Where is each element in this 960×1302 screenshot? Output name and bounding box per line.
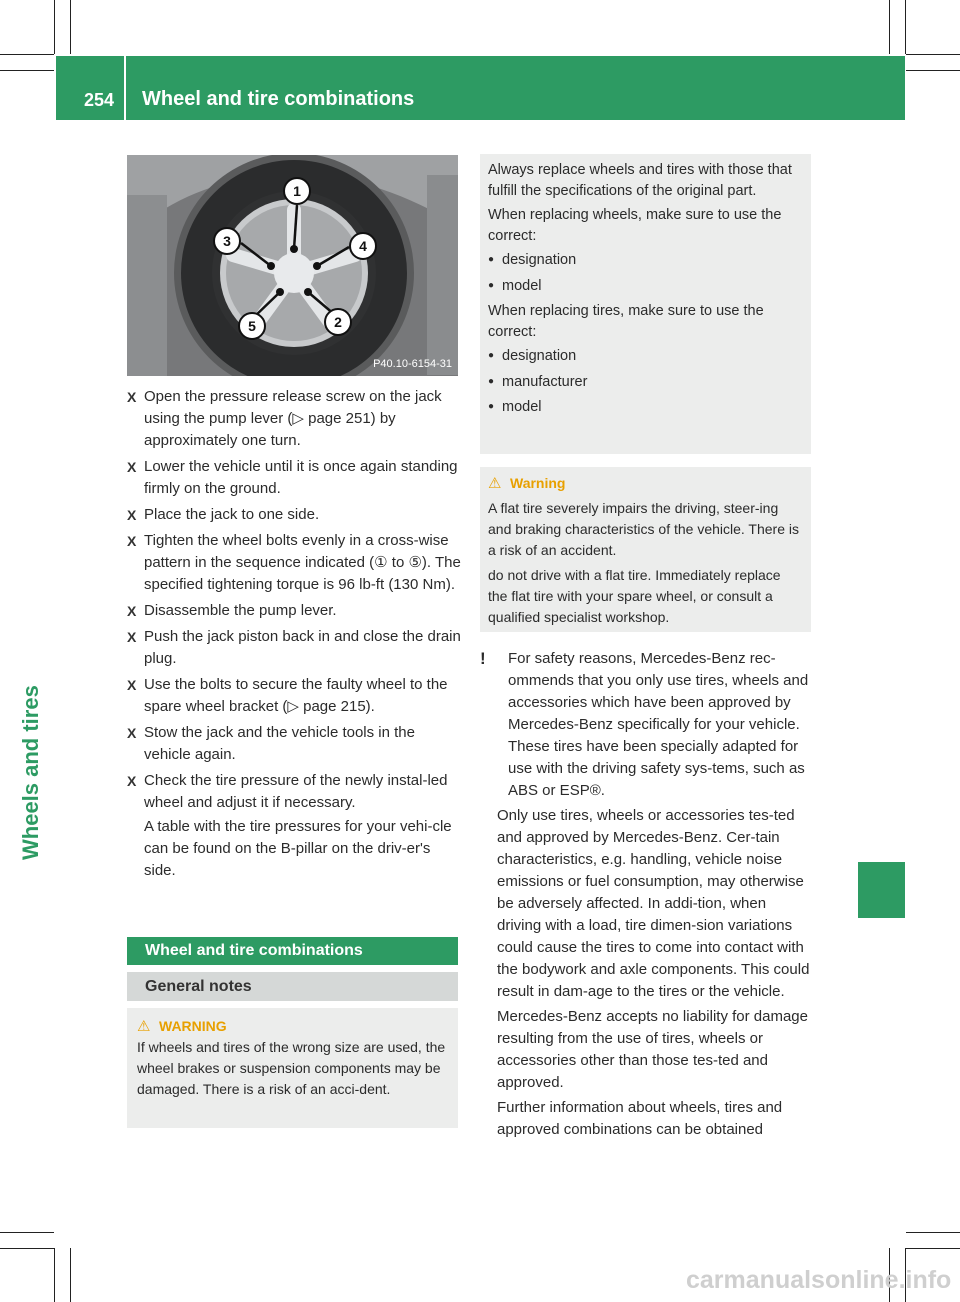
warning-text: A flat tire severely impairs the driving, steer-ing and braking characteristics of the vehicle. There is a risk of an accident. [488, 500, 800, 558]
crop-mark [906, 54, 960, 55]
step-item: X Push the jack piston back in and close the drain plug. [127, 628, 461, 667]
crop-mark [889, 0, 890, 54]
warning-box [127, 1008, 458, 1128]
wheel-illustration [127, 155, 458, 376]
step-item: X Disassemble the pump lever. [127, 600, 462, 622]
list-item: ● model [488, 276, 803, 297]
warning-triangle-icon: ⚠ [488, 475, 502, 492]
watermark: carmanualsonline.info [686, 1266, 952, 1294]
wheel-photo [127, 155, 458, 376]
info-paragraph: When replacing tires, make sure to use the correct: [488, 303, 764, 340]
callout-3: 3 [223, 233, 231, 249]
crop-mark [906, 70, 960, 71]
list-item: ● manufacturer [488, 372, 803, 393]
warning-triangle-icon: ⚠ [137, 1018, 151, 1035]
step-item: X Place the jack to one side. [127, 504, 462, 526]
header-divider [124, 56, 126, 120]
step-item: X Check the tire pressure of the newly instal-led wheel and adjust it if necessary. [127, 772, 448, 811]
notice-paragraph: Only use tires, wheels or accessories tes-ted and approved by Mercedes-Benz. Cer-tain characteristics, e.g. handling, vehicle noise emissions or fuel consumption, may otherwise be adversely affected. In addi-tion, when driving with a load, tire dimen-sion variations could cause the tires to come into contact with the bodywork and axle components. This could result in dam-age to the tires or the vehicle. [497, 807, 810, 1000]
warning-text: If wheels and tires of the wrong size are used, the wheel brakes or suspension components may be damaged. There is a risk of an acci-dent. [137, 1039, 446, 1097]
crop-mark [905, 0, 906, 54]
step-arrow-icon: X [127, 773, 137, 789]
callout-4: 4 [359, 238, 367, 254]
notice-paragraph: Further information about wheels, tires and approved combinations can be obtained [497, 1099, 783, 1138]
crop-mark [70, 0, 71, 54]
crop-mark [70, 1248, 71, 1302]
step-item: X Tighten the wheel bolts evenly in a cross-wise pattern in the sequence indicated (① to ⑤). The specified tightening torque is 96 lb-ft (130 Nm). [127, 532, 461, 593]
warning-title: WARNING [159, 1018, 227, 1034]
info-box [480, 154, 811, 454]
warning-header [488, 473, 803, 494]
list-item: ● model [488, 397, 803, 418]
warning-title: Warning [510, 475, 566, 491]
section-heading: Wheel and tire combinations [127, 937, 458, 965]
side-tab-marker [858, 862, 905, 918]
callout-5: 5 [248, 318, 256, 334]
step-item: X Open the pressure release screw on the jack using the pump lever (▷ page 251) by approximately one turn. [127, 388, 442, 449]
step-arrow-icon: X [127, 725, 137, 741]
notice-paragraph: Mercedes-Benz accepts no liability for damage resulting from the use of tires, wheels or accessories other than those tes-ted and approved. [497, 1008, 808, 1091]
warning-text: do not drive with a flat tire. Immediately replace the flat tire with your spare wheel, or consult a qualified specialist workshop. [488, 567, 781, 625]
step-item: X Stow the jack and the vehicle tools in the vehicle again. [127, 724, 415, 763]
step-arrow-icon: X [127, 629, 137, 645]
crop-mark [0, 70, 54, 71]
notice-exclamation-icon: ! [480, 649, 486, 668]
notice-block [480, 648, 813, 1144]
crop-mark [0, 1232, 54, 1233]
page-number: 254 [84, 90, 115, 110]
figure-code: P40.10-6154-31 [373, 358, 452, 370]
info-paragraph: Always replace wheels and tires with those that fulfill the specifications of the original part. [488, 162, 792, 199]
crop-mark [54, 0, 55, 54]
step-arrow-icon: X [127, 507, 137, 523]
step-arrow-icon: X [127, 459, 137, 475]
crop-mark [0, 1248, 54, 1249]
step-arrow-icon: X [127, 389, 137, 405]
warning-header [137, 1016, 448, 1037]
step-arrow-icon: X [127, 603, 137, 619]
step-item: X Lower the vehicle until it is once again standing firmly on the ground. [127, 458, 458, 497]
list-item: ● designation [488, 250, 803, 271]
crop-mark [906, 1232, 960, 1233]
notice-paragraph: For safety reasons, Mercedes-Benz rec-ommends that you only use tires, wheels and accessories which have been approved by Mercedes-Benz specifically for your vehicle. These tires have been specially adapted for use with the driving safety sys-tems, such as ABS or ESP®. [508, 650, 809, 799]
info-paragraph: When replacing wheels, make sure to use the correct: [488, 207, 782, 244]
step-note: A table with the tire pressures for your vehi-cle can be found on the B-pillar on the driv-er's side. [144, 818, 452, 879]
step-arrow-icon: X [127, 533, 137, 549]
step-item: X Use the bolts to secure the faulty wheel to the spare wheel bracket (▷ page 215). [127, 676, 448, 715]
side-tab-label: Wheels and tires [18, 685, 43, 860]
crop-mark [0, 54, 54, 55]
step-arrow-icon: X [127, 677, 137, 693]
crop-mark [906, 1248, 960, 1249]
page-title: Wheel and tire combinations [142, 88, 415, 110]
warning-box [480, 467, 811, 632]
steps-list [127, 386, 462, 882]
list-item: ● designation [488, 346, 803, 367]
callout-2: 2 [334, 314, 342, 330]
crop-mark [54, 1248, 55, 1302]
subsection-heading: General notes [127, 972, 458, 1001]
callout-1: 1 [293, 183, 301, 199]
